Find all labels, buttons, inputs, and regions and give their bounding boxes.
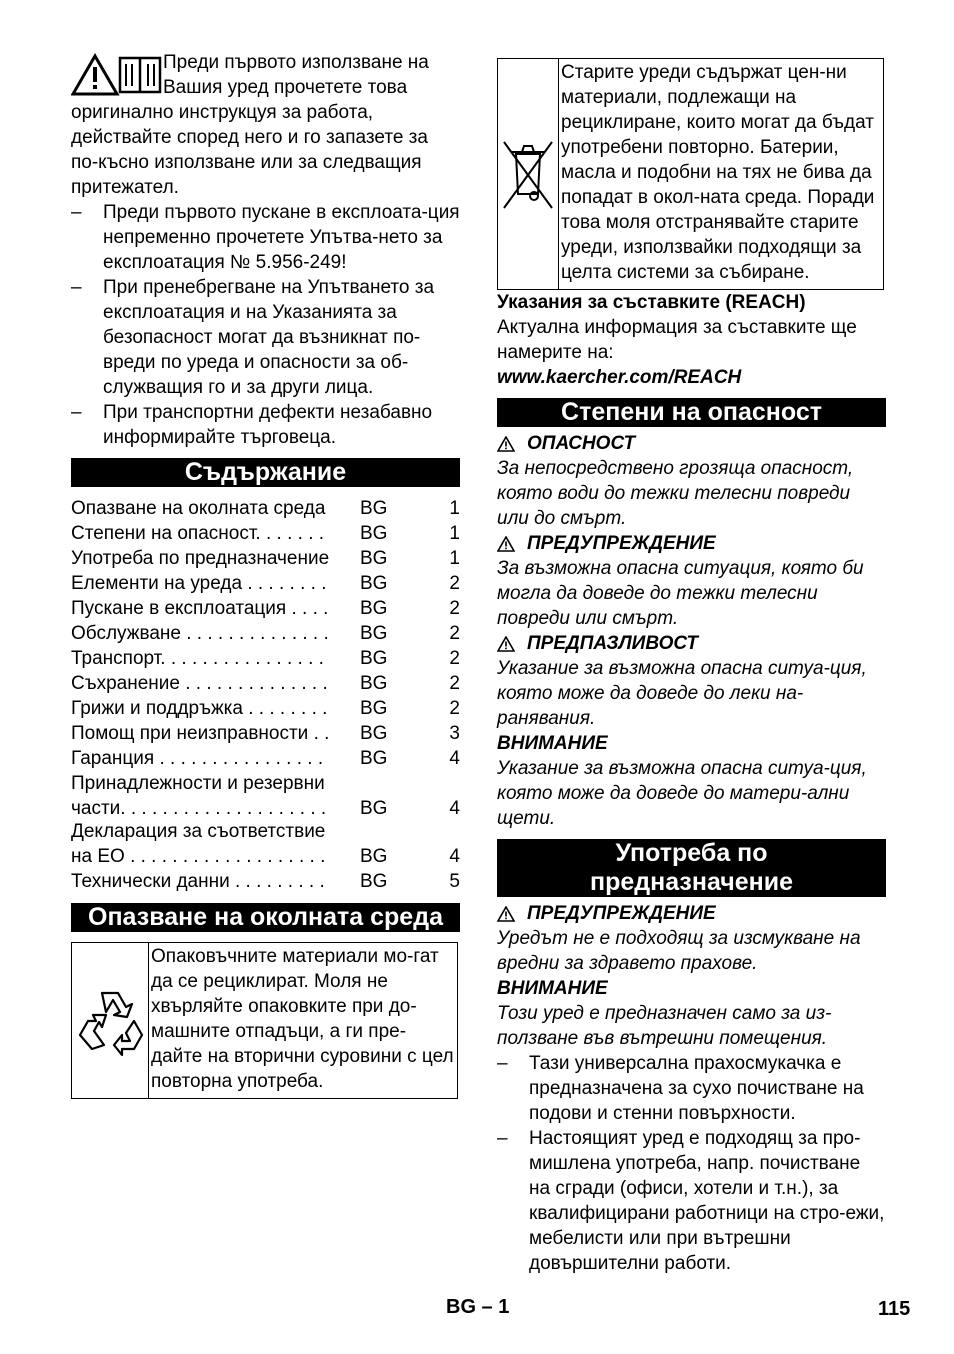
toc-row[interactable]: Опазване на околната среда BG 1 xyxy=(71,498,460,519)
hazard-label: ВНИМАНИЕ xyxy=(497,733,608,754)
usage-caution-text: Този уред е предназначен само за из-ползване във вътрешни помещения. xyxy=(497,1003,832,1049)
toc-row[interactable]: части. . . . . . . . . . . . . . . . . . . . BG 4 xyxy=(71,798,460,819)
hazard-text: Указание за възможна опасна ситуа-ция, която може да доведе до матери-ални щети. xyxy=(497,758,867,829)
usage-warning-label: ПРЕДУПРЕЖДЕНИЕ xyxy=(497,901,886,926)
toc-row[interactable]: Обслужване . . . . . . . . . . . . . . BG 2 xyxy=(71,623,460,644)
toc-row-title-line: Принадлежности и резервни xyxy=(71,773,325,794)
usage-heading: Употреба по предназначение xyxy=(497,839,886,897)
intro-bullets xyxy=(71,200,460,450)
footer-section-code: BG – 1 xyxy=(446,1296,510,1318)
list-item: – Преди първото пускане в експлоата-ция непременно прочетете Упътва-нето за експлоатация № 5.956-249! xyxy=(71,202,460,273)
weee-text: Старите уреди съдържат цен-ни материали, подлежащи на рециклиране, които могат да бъдат употребени повторно. Батерии, масла и подобни на тях не бива да попадат в окол-ната среда. Поради това моля отстранявайте старите уреди, използвайки подходящи за целта системи за събиране. xyxy=(561,62,875,283)
table-of-contents xyxy=(71,496,460,894)
toc-row[interactable]: Грижи и поддръжка . . . . . . . . BG 2 xyxy=(71,698,460,719)
hazard-text: Указание за възможна опасна ситуа-ция, която може да доведе до леки на-ранявания. xyxy=(497,658,867,729)
toc-row[interactable]: Съхранение . . . . . . . . . . . . . . BG 2 xyxy=(71,673,460,694)
hazard-heading: Степени на опасност xyxy=(497,398,886,427)
toc-row[interactable]: Употреба по предназначение BG 1 xyxy=(71,548,460,569)
recycling-icon-cell xyxy=(72,943,149,1098)
weee-icon-cell xyxy=(498,59,559,289)
intro-block xyxy=(71,50,460,200)
toc-row[interactable]: Технически данни . . . . . . . . . BG 5 xyxy=(71,871,460,892)
hazard-label: ПРЕДПАЗЛИВОСТ xyxy=(497,631,886,656)
warning-triangle-icon xyxy=(497,436,515,452)
recycling-text: Опаковъчните материали мо-гат да се рециклират. Моля не хвърляйте опаковките при до-машните отпадъци, а ги пре-дайте на вторични суровини с цел повторна употреба. xyxy=(151,946,454,1092)
toc-row-title-line: Декларация за съответствие xyxy=(71,821,326,842)
intro-text: Преди първото използване на Вашия уред прочетете това оригинално инструкцуя за работа, действайте според него и го запазете за по-късно използване или за следващия притежател. xyxy=(71,52,429,198)
toc-heading: Съдържание xyxy=(71,458,460,487)
usage-section xyxy=(497,901,886,1276)
toc-row[interactable]: Транспорт. . . . . . . . . . . . . . . . BG 2 xyxy=(71,648,460,669)
list-item: – При транспортни дефекти незабавно информирайте търговеца. xyxy=(71,402,433,448)
toc-row[interactable]: на ЕО . . . . . . . . . . . . . . . . . . . BG 4 xyxy=(71,846,460,867)
list-item: – Настоящият уред е подходящ за про-мишлена употреба, напр. почистване на сгради (офиси, хотели и т.н.), за квалифицирани работници на стро-ежи, мебелисти или при вътрешни довършителни работи. xyxy=(497,1128,885,1274)
crossed-bin-icon xyxy=(498,134,558,214)
toc-row[interactable]: Елементи на уреда . . . . . . . . BG 2 xyxy=(71,573,460,594)
hazard-text: За възможна опасна ситуация, която би могла да доведе до тежки телесни повреди или смърт. xyxy=(497,558,864,629)
usage-warning-text: Уредът не е подходящ за изсмукване на вредни за здравето прахове. xyxy=(497,928,861,974)
reach-link[interactable]: www.kaercher.com/REACH xyxy=(497,367,742,388)
toc-row[interactable]: Степени на опасност. . . . . . . BG 1 xyxy=(71,523,460,544)
hazard-label: ПРЕДУПРЕЖДЕНИЕ xyxy=(497,531,886,556)
hazard-label: ОПАСНОСТ xyxy=(497,431,886,456)
footer-page-number: 115 xyxy=(878,1298,911,1320)
environment-heading: Опазване на околната среда xyxy=(71,903,460,932)
warning-triangle-icon xyxy=(497,636,515,652)
reach-heading: Указания за съставките (REACH) xyxy=(497,292,806,313)
toc-row[interactable]: Пускане в експлоатация . . . . BG 2 xyxy=(71,598,460,619)
warning-triangle-icon xyxy=(497,906,515,922)
weee-box xyxy=(497,58,884,290)
recycle-icon xyxy=(72,985,148,1057)
right-column xyxy=(497,58,886,1276)
recycling-box xyxy=(71,942,458,1099)
hazard-text: За непосредствено грозяща опасност, която води до тежки телесни повреди или до смърт. xyxy=(497,458,854,529)
left-column xyxy=(71,50,460,1099)
reach-text: Актуална информация за съставките ще намерите на: xyxy=(497,317,857,363)
list-item: – Тази универсална прахосмукачка е предназначена за сухо почистване на подови и стенни повърхности. xyxy=(497,1053,864,1124)
hazard-levels xyxy=(497,431,886,831)
toc-row[interactable]: Гаранция . . . . . . . . . . . . . . . . BG 4 xyxy=(71,748,460,769)
manual-book-icon xyxy=(117,54,163,98)
list-item: – При пренебрегване на Упътването за експлоатация и на Указанията за безопасност могат да възникнат по-вреди по уреда и опасности за об-служващия го и за други лица. xyxy=(71,277,435,398)
usage-caution-label: ВНИМАНИЕ xyxy=(497,978,608,999)
warning-triangle-icon xyxy=(497,536,515,552)
toc-row[interactable]: Помощ при неизправности . . BG 3 xyxy=(71,723,460,744)
